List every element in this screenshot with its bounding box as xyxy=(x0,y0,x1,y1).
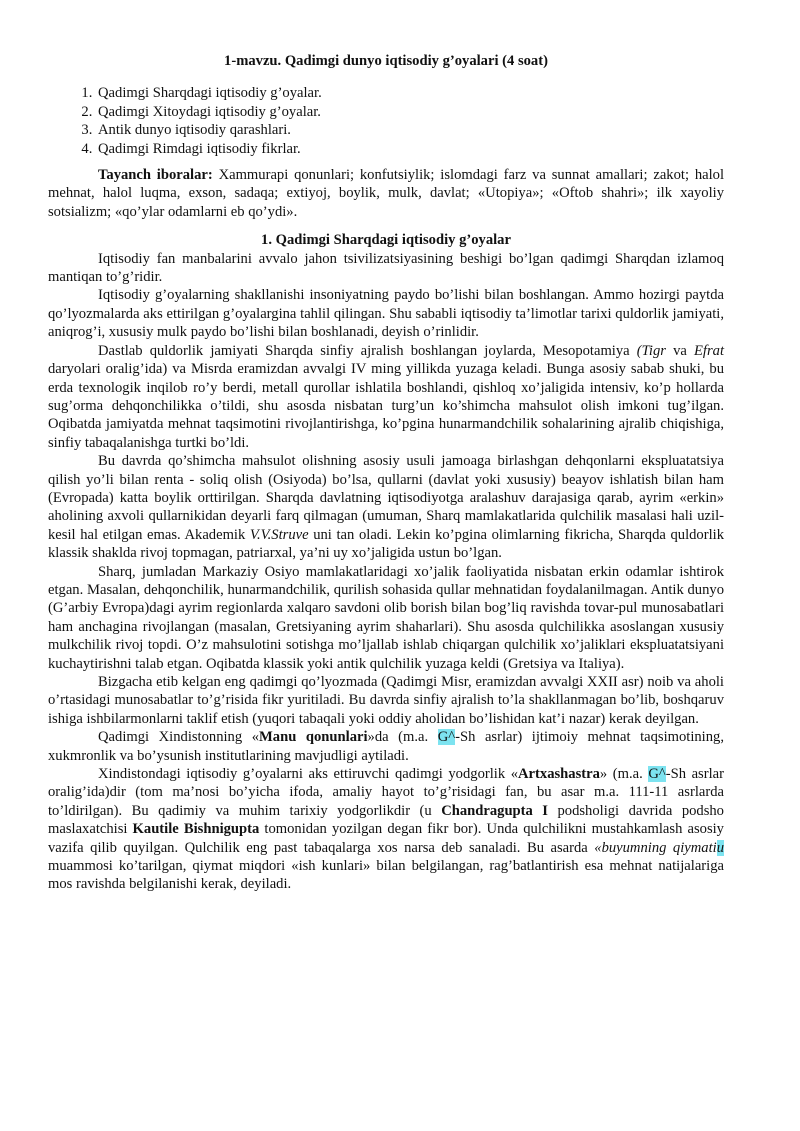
topic-item: 3. Antik dunyo iqtisodiy qarashlari. xyxy=(96,121,724,139)
topic-item: 2. Qadimgi Xitoydagi iqtisodiy g’oyalar. xyxy=(96,103,724,121)
paragraph-7 xyxy=(48,728,724,765)
bold-run: Manu qonunlari xyxy=(259,729,368,746)
paragraph-5: Sharq, jumladan Markaziy Osiyo mamlakatlaridagi xo’jalik faoliyatida nisbatan erkin odamlar ishtirok etgan. Masalan, dehqonchilik, hunarmandchilik, qurilish sohasida qullar mehnatidan foydalanilmagan. Antik dunyo (G’arbiy Evropa)dagi ayrim regionlarda xalqaro savdoni olib borish bilan bog’liq ravishda tovar-pul munosabatlari ham anchagina rivojlangan (masalan, Gretsiyaning ayrim shaharlari). Shu asosda qulchilikka asoslangan xususiy mulkchilik rivoj topdi. O’z mahsulotini sotishga mo’ljallab ishlab chiqargan qulchilik xo’jaliklari ekspluatatsiyani kuchaytirishni talab etgan. Oqibatda klassik yoki antik qulchilik yuzaga keldi (Gretsiya va Italiya). xyxy=(48,563,724,672)
topic-item: 1. Qadimgi Sharqdagi iqtisodiy g’oyalar. xyxy=(96,84,724,102)
italic-run: Efrat xyxy=(694,342,725,359)
bold-run: Kautile Bishnigupta xyxy=(132,821,260,838)
text-run: daryolari oralig’ida) va Misrda eramizdan avvalgi IV ming yillikda yuzaga keladi. Bunga asosiy sabab shuki, bu erda texnologik inqilob ro’y berdi, metall qurollar ishlatila boshlandi, qishloq xo’jaligida intensiv, ko’p hollarda sug’orma dehqonchilikka o’tildi, shu asosda nisbatan turg’un ko’shimcha mahsulot olish imkoni tug’ilgan. Oqibatda jamiyatda mehnat taqsimotini rivojlantirishga, ko’pgina hunarmandchilik sohalarining ajralib chiqishiga, sinfiy tabaqalanishga turtki bo’ldi. xyxy=(48,361,724,451)
text-run: Qadimgi Xindistonning « xyxy=(98,729,260,746)
paragraph-2: Iqtisodiy g’oyalarning shakllanishi insoniyatning paydo bo’lishi bilan boshlangan. Ammo hozirgi paytda qo’lyozmalarda aks ettirilgan g’oyalargina tahlil qilingan. Shu sababli iqtisodiy ta’limotlar tarixi quldorlik jamiyati, aniqrog’i, xususiy mulk paydo bo’lishi bilan boshlanadi, deyish o’rinlidir. xyxy=(48,287,724,341)
highlight-run: G^ xyxy=(648,766,666,783)
italic-run: (Tigr xyxy=(636,342,666,359)
text-run: Bu davrda qo’shimcha mahsulot olishning asosiy usuli jamoaga birlashgan dehqonlarni ekspluatatsiya qilish yo’li bilan renta - soliq olish (Osiyoda) bo’lsa, qullarni (davlat yoki xususiy) beayov ishlatish bilan ham (Evropada) katta boylik orttirilgan. Sharqda davlatning iqtisodiyotga aralashuv darajasiga qarab, ayrim «erkin» aholining axvoli qullarnikidan deyarli farq qilmagan (umuman, Sharq mamlakatlarida qulchilik masalasi hali uzil-kesil hal etilgan emas. Akademik xyxy=(48,453,724,543)
paragraph-3 xyxy=(48,342,724,452)
highlight-run: u xyxy=(716,839,724,856)
text-run: Dastlab quldorlik jamiyati Sharqda sinfiy ajralish boshlangan joylarda, Mesopotamiya xyxy=(98,342,637,359)
keywords-label: Tayanch iboralar: xyxy=(98,167,213,184)
text-run: Xindistondagi iqtisodiy g’oyalarni aks ettiruvchi qadimgi yodgorlik « xyxy=(98,766,519,783)
text-run: » (m.a. xyxy=(599,766,649,783)
section-heading: 1. Qadimgi Sharqdagi iqtisodiy g’oyalar xyxy=(261,232,511,249)
paragraph-1: Iqtisodiy fan manbalarini avvalo jahon tsivilizatsiyasining beshigi bo’lgan qadimgi Sharqdan izlamoq mantiqan to’g’ridir. xyxy=(48,250,724,286)
keywords-paragraph xyxy=(48,166,724,221)
paragraph-6: Bizgacha etib kelgan eng qadimgi qo’lyozmada (Qadimgi Misr, eramizdan avvalgi XXII asr) noib va aholi o’rtasidagi munosabatlar to’g’risida fikr yuritiladi. Bu davrda sinfiy ajralish to’la shakllanmagan bo’lib, boshqaruv ishiga ishbilarmonlarni taklif etish (yuqori tabaqali yoki oddiy aholidan bo’lishidan kat’i nazar) kerak deyilgan. xyxy=(48,674,724,727)
keywords-text: Xammurapi qonunlari; konfutsiylik; islomdagi farz va sunnat amallari; zakot; halol mehnat, halol luqma, exson, sadaqa; extiyoj, boylik, mulk, davlat; «Utopiya»; «Oftob shahri»; ilk xayoliy sotsializm; «qo’ylar odamlarni eb qo’ydi». xyxy=(48,167,724,220)
bold-run: Chandragupta I xyxy=(441,802,548,819)
highlight-run: G^ xyxy=(437,729,456,746)
document-page xyxy=(48,52,724,894)
paragraph-4 xyxy=(48,452,724,562)
italic-run: «buyumning qiymati xyxy=(594,839,717,856)
topic-item: 4. Qadimgi Rimdagi iqtisodiy fikrlar. xyxy=(96,140,724,158)
text-run: »da (m.a. xyxy=(367,729,438,746)
paragraph-8 xyxy=(48,765,724,894)
text-run: tomonidan yozilgan degan fikr bor). Unda qulchilikni mustahkamlash asosiy vazifa qilib quyilgan. Qulchilik eng past tabaqalarga xos narsa deb sanaladi. Bu asarda xyxy=(48,821,724,856)
text-run: va xyxy=(665,342,695,359)
text-run: podsholigi davrida podsho maslaxatchisi xyxy=(48,802,724,838)
text-run: muammosi ko’tarilgan, qiymat miqdori «ish kunlari» bilan belgilangan, rag’batlantirish esa mehnat natijalariga mos ravishda belgilanishi kerak, deyiladi. xyxy=(48,858,724,893)
text-run: uni tan oladi. Lekin ko’pgina olimlarning fikricha, Sharqda quldorlik klassik shaklda rivoj topmagan, patriarxal, ya’ni uy xo’jaligida ustun bo’lgan. xyxy=(48,526,724,562)
topic-list xyxy=(48,84,724,158)
text-run: -Sh asrlar) ijtimoiy mehnat taqsimotining, xukmronlik va bo’ysunish institutlarining mavjudligi aytiladi. xyxy=(48,729,724,764)
bold-run: Artxashastra xyxy=(518,766,600,783)
document-title: 1-mavzu. Qadimgi dunyo iqtisodiy g’oyalari (4 soat) xyxy=(224,53,548,69)
text-run: -Sh asrlar oralig’ida)dir (tom ma’nosi bo’yicha ifoda, amaliy hayot to’g’risidagi fan, bu asar m.a. 111-11 asrlarda to’ldirilgan). Bu qadimiy va muhim tarixiy yodgorlikdir (u xyxy=(48,766,724,819)
italic-run: V.V.Struve xyxy=(249,526,309,543)
